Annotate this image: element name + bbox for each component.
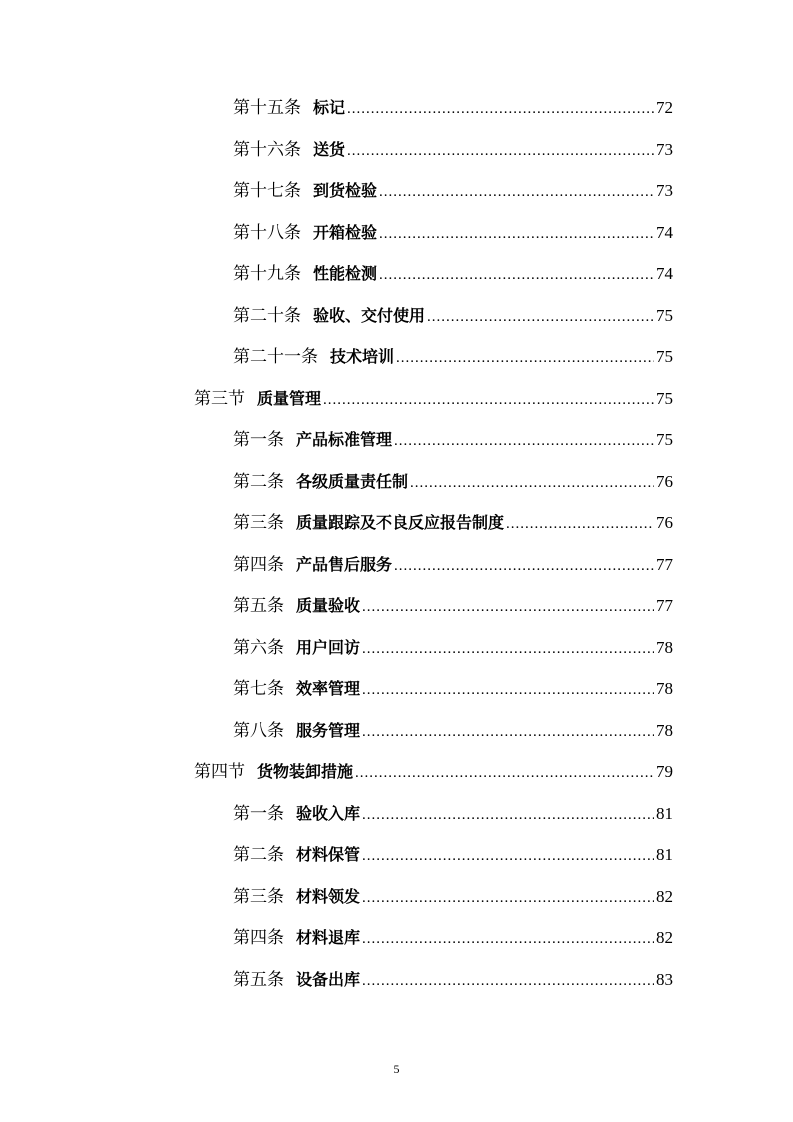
toc-entry-title: 送货: [313, 140, 346, 159]
toc-dot-leader: [362, 841, 654, 871]
toc-entry-number: 第十七条: [233, 181, 301, 201]
page-number: 5: [393, 1062, 400, 1076]
toc-entry-number: 第六条: [233, 638, 284, 658]
toc-entry-title: 质量验收: [296, 596, 361, 615]
toc-entry-title: 验收入库: [296, 804, 361, 823]
toc-entry-title: 服务管理: [296, 721, 361, 740]
toc-entry[interactable]: [233, 840, 673, 870]
toc-entry-number: 第三条: [233, 513, 284, 533]
toc-entry-title: 质量跟踪及不良反应报告制度: [296, 513, 505, 532]
toc-entry-number: 第一条: [233, 804, 284, 824]
toc-entry-number: 第二条: [233, 845, 284, 865]
toc-entry-number: 第一条: [233, 430, 284, 450]
toc-entry-title: 到货检验: [313, 181, 378, 200]
toc-entry-title: 产品售后服务: [296, 555, 393, 574]
toc-entry-number: 第五条: [233, 970, 284, 990]
toc-entry-page: 82: [656, 887, 673, 906]
toc-entry[interactable]: [233, 716, 673, 746]
toc-entry[interactable]: [233, 591, 673, 621]
toc-dot-leader: [379, 177, 654, 207]
toc-entry-page: 82: [656, 928, 673, 947]
toc-dot-leader: [355, 758, 654, 788]
toc-entry-number: 第十八条: [233, 223, 301, 243]
toc-entry-title: 产品标准管理: [296, 430, 393, 449]
toc-entry-title: 材料领发: [296, 887, 361, 906]
toc-entry-page: 79: [656, 762, 673, 781]
toc-entry-title: 性能检测: [313, 264, 378, 283]
toc-entry-number: 第二十一条: [233, 347, 318, 367]
toc-entry-title: 标记: [313, 98, 346, 117]
toc-dot-leader: [323, 385, 654, 415]
toc-entry-title: 验收、交付使用: [313, 306, 426, 325]
toc-entry[interactable]: [233, 550, 673, 580]
toc-entry-page: 75: [656, 347, 673, 366]
toc-entry-number: 第十九条: [233, 264, 301, 284]
toc-entry-page: 72: [656, 98, 673, 117]
toc-entry-number: 第十六条: [233, 140, 301, 160]
toc-entry[interactable]: [233, 965, 673, 995]
toc-dot-leader: [362, 592, 654, 622]
toc-entry-title: 设备出库: [296, 970, 361, 989]
toc-entry-page: 83: [656, 970, 673, 989]
toc-dot-leader: [362, 883, 654, 913]
table-of-contents: [0, 88, 793, 1013]
toc-dot-leader: [410, 468, 654, 498]
toc-entry-page: 78: [656, 721, 673, 740]
toc-entry-number: 第四条: [233, 555, 284, 575]
toc-dot-leader: [347, 136, 654, 166]
toc-entry-title: 材料保管: [296, 845, 361, 864]
toc-entry-page: 75: [656, 430, 673, 449]
toc-entry-page: 73: [656, 140, 673, 159]
toc-entry-title: 质量管理: [257, 389, 322, 408]
toc-entry-title: 用户回访: [296, 638, 361, 657]
toc-dot-leader: [362, 634, 654, 664]
toc-entry-title: 开箱检验: [313, 223, 378, 242]
toc-entry[interactable]: [233, 176, 673, 206]
toc-entry-number: 第七条: [233, 679, 284, 699]
toc-entry[interactable]: [233, 93, 673, 123]
toc-dot-leader: [362, 924, 654, 954]
toc-entry-number: 第三条: [233, 887, 284, 907]
toc-entry[interactable]: [233, 923, 673, 953]
toc-entry[interactable]: [233, 259, 673, 289]
toc-dot-leader: [427, 302, 654, 332]
toc-entry-page: 76: [656, 472, 673, 491]
toc-entry-page: 81: [656, 804, 673, 823]
toc-entry-page: 74: [656, 264, 673, 283]
toc-dot-leader: [362, 800, 654, 830]
toc-entry-number: 第二条: [233, 472, 284, 492]
toc-entry[interactable]: [233, 425, 673, 455]
toc-dot-leader: [347, 94, 654, 124]
toc-entry-page: 73: [656, 181, 673, 200]
toc-entry-number: 第四节: [194, 762, 245, 782]
toc-section-entry[interactable]: [194, 757, 673, 787]
toc-dot-leader: [379, 260, 654, 290]
toc-entry[interactable]: [233, 135, 673, 165]
toc-entry[interactable]: [233, 467, 673, 497]
toc-entry[interactable]: [233, 674, 673, 704]
toc-entry-number: 第二十条: [233, 306, 301, 326]
toc-entry[interactable]: [233, 342, 673, 372]
toc-entry[interactable]: [233, 882, 673, 912]
toc-entry-page: 74: [656, 223, 673, 242]
toc-entry[interactable]: [233, 633, 673, 663]
toc-dot-leader: [379, 219, 654, 249]
toc-dot-leader: [394, 426, 654, 456]
toc-entry-number: 第十五条: [233, 98, 301, 118]
toc-entry-title: 效率管理: [296, 679, 361, 698]
toc-section-entry[interactable]: [194, 384, 673, 414]
toc-entry[interactable]: [233, 301, 673, 331]
toc-entry-title: 各级质量责任制: [296, 472, 409, 491]
toc-dot-leader: [394, 551, 654, 581]
toc-entry-page: 76: [656, 513, 673, 532]
toc-entry-page: 77: [656, 596, 673, 615]
toc-dot-leader: [506, 509, 654, 539]
toc-entry-page: 78: [656, 679, 673, 698]
toc-entry[interactable]: [233, 218, 673, 248]
toc-entry-number: 第四条: [233, 928, 284, 948]
toc-entry-number: 第三节: [194, 389, 245, 409]
toc-entry[interactable]: [233, 508, 673, 538]
toc-dot-leader: [396, 343, 654, 373]
toc-dot-leader: [362, 966, 654, 996]
toc-entry[interactable]: [233, 799, 673, 829]
toc-entry-number: 第五条: [233, 596, 284, 616]
toc-entry-page: 78: [656, 638, 673, 657]
toc-entry-page: 77: [656, 555, 673, 574]
toc-entry-page: 75: [656, 306, 673, 325]
toc-entry-page: 81: [656, 845, 673, 864]
toc-entry-page: 75: [656, 389, 673, 408]
toc-entry-title: 货物装卸措施: [257, 762, 354, 781]
toc-entry-title: 技术培训: [330, 347, 395, 366]
toc-entry-title: 材料退库: [296, 928, 361, 947]
toc-dot-leader: [362, 675, 654, 705]
toc-entry-number: 第八条: [233, 721, 284, 741]
toc-dot-leader: [362, 717, 654, 747]
